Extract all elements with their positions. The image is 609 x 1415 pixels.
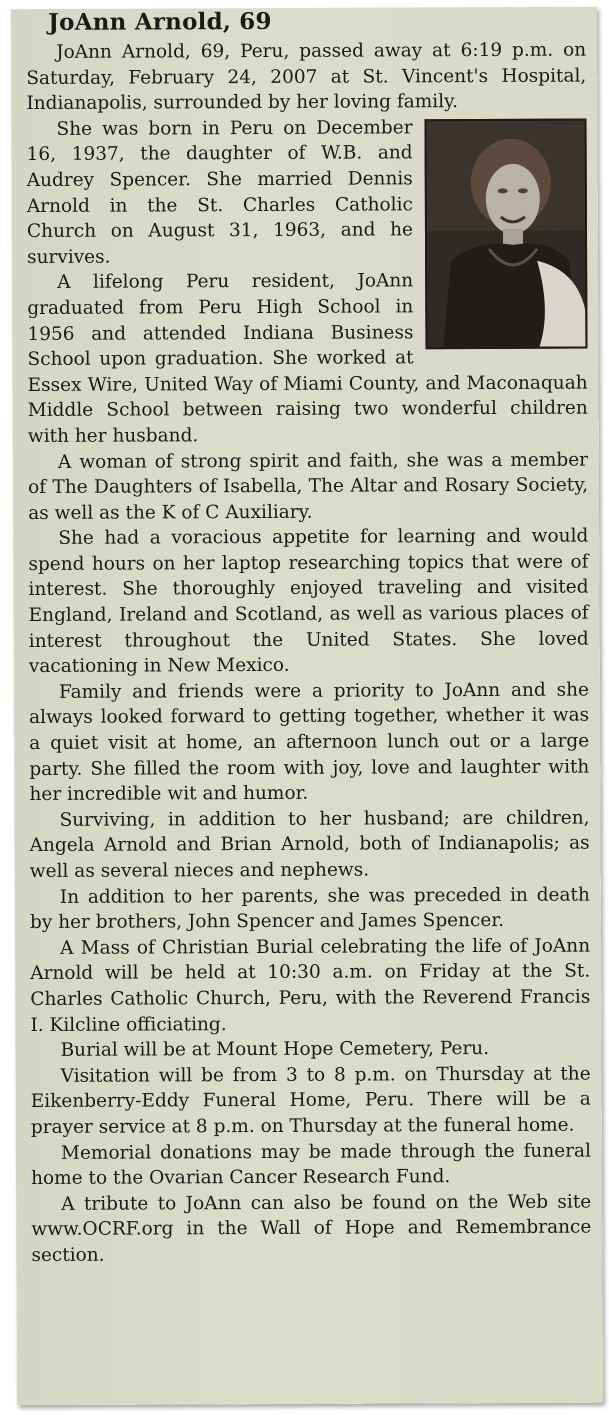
portrait-photo-icon	[426, 120, 585, 347]
obituary-headline: JoAnn Arnold, 69	[48, 7, 272, 36]
paragraph-interests: She had a voracious appetite for learning and would spend hours on her laptop researching topics that were of interest. She thoroughly enjoyed traveling and visited England, Ireland and Scotland, as well as various places of interest throughout the United States. She loved vacationing in New Mexico.	[28, 525, 589, 678]
paragraph-visitation: Visitation will be from 3 to 8 p.m. on Thursday at the Eikenberry-Eddy Funeral Home, Peru. There will be a prayer service at 8 p.m. on Thursday at the funeral home.	[30, 1063, 591, 1138]
paragraph-death: JoAnn Arnold, 69, Peru, passed away at 6:19 p.m. on Saturday, February 24, 2007 at St. Vincent's Hospital, Indianapolis, surrounded by her loving family.	[26, 39, 587, 115]
obituary-body	[26, 38, 591, 1269]
paragraph-birth: She was born in Peru on December 16, 1937, the daughter of W.B. and Audrey Spencer. She married Dennis Arnold in the St. Charles Catholic Church on August 31, 1963, and he survives.	[26, 117, 414, 268]
paragraph-preceded: In addition to her parents, she was preceded in death by her brothers, John Spencer and James Spencer.	[29, 884, 590, 934]
paragraph-faith: A woman of strong spirit and faith, she was a member of The Daughters of Isabella, The Altar and Rosary Society, as well as the K of C Auxiliary.	[28, 449, 589, 524]
paragraph-tribute: A tribute to JoAnn can also be found on the Web site www.OCRF.org in the Wall of Hope and Remembrance section.	[31, 1191, 592, 1266]
paragraph-survivors: Surviving, in addition to her husband; are children, Angela Arnold and Brian Arnold, both of Indianapolis; as well as several nieces and nephews.	[29, 807, 590, 882]
paragraph-mass: A Mass of Christian Burial celebrating the life of JoAnn Arnold will be held at 10:30 a.m. on Friday at the St. Charles Catholic Church, Peru, with the Reverend Francis I. Kilcline officiating.	[30, 935, 591, 1036]
paragraph-burial: Burial will be at Mount Hope Cemetery, Peru.	[60, 1038, 490, 1062]
paragraph-donations: Memorial donations may be made through the funeral home to the Ovarian Cancer Research Fund.	[31, 1140, 592, 1190]
portrait-photo	[424, 118, 587, 349]
paragraph-family: Family and friends were a priority to JoAnn and she always looked forward to getting together, whether it was a quiet visit at home, an afternoon lunch out or a large party. She filled the room with joy, love and laughter with her incredible wit and humor.	[29, 679, 590, 806]
obituary-column	[26, 6, 591, 1269]
paragraph-career: A lifelong Peru resident, JoAnn graduated from Peru High School in 1956 and attended Indiana Business School upon graduation. She worked at Essex Wire, United Way of Miami County, and Maconaquah Middle School between raising two wonderful children with her husband.	[27, 270, 588, 447]
